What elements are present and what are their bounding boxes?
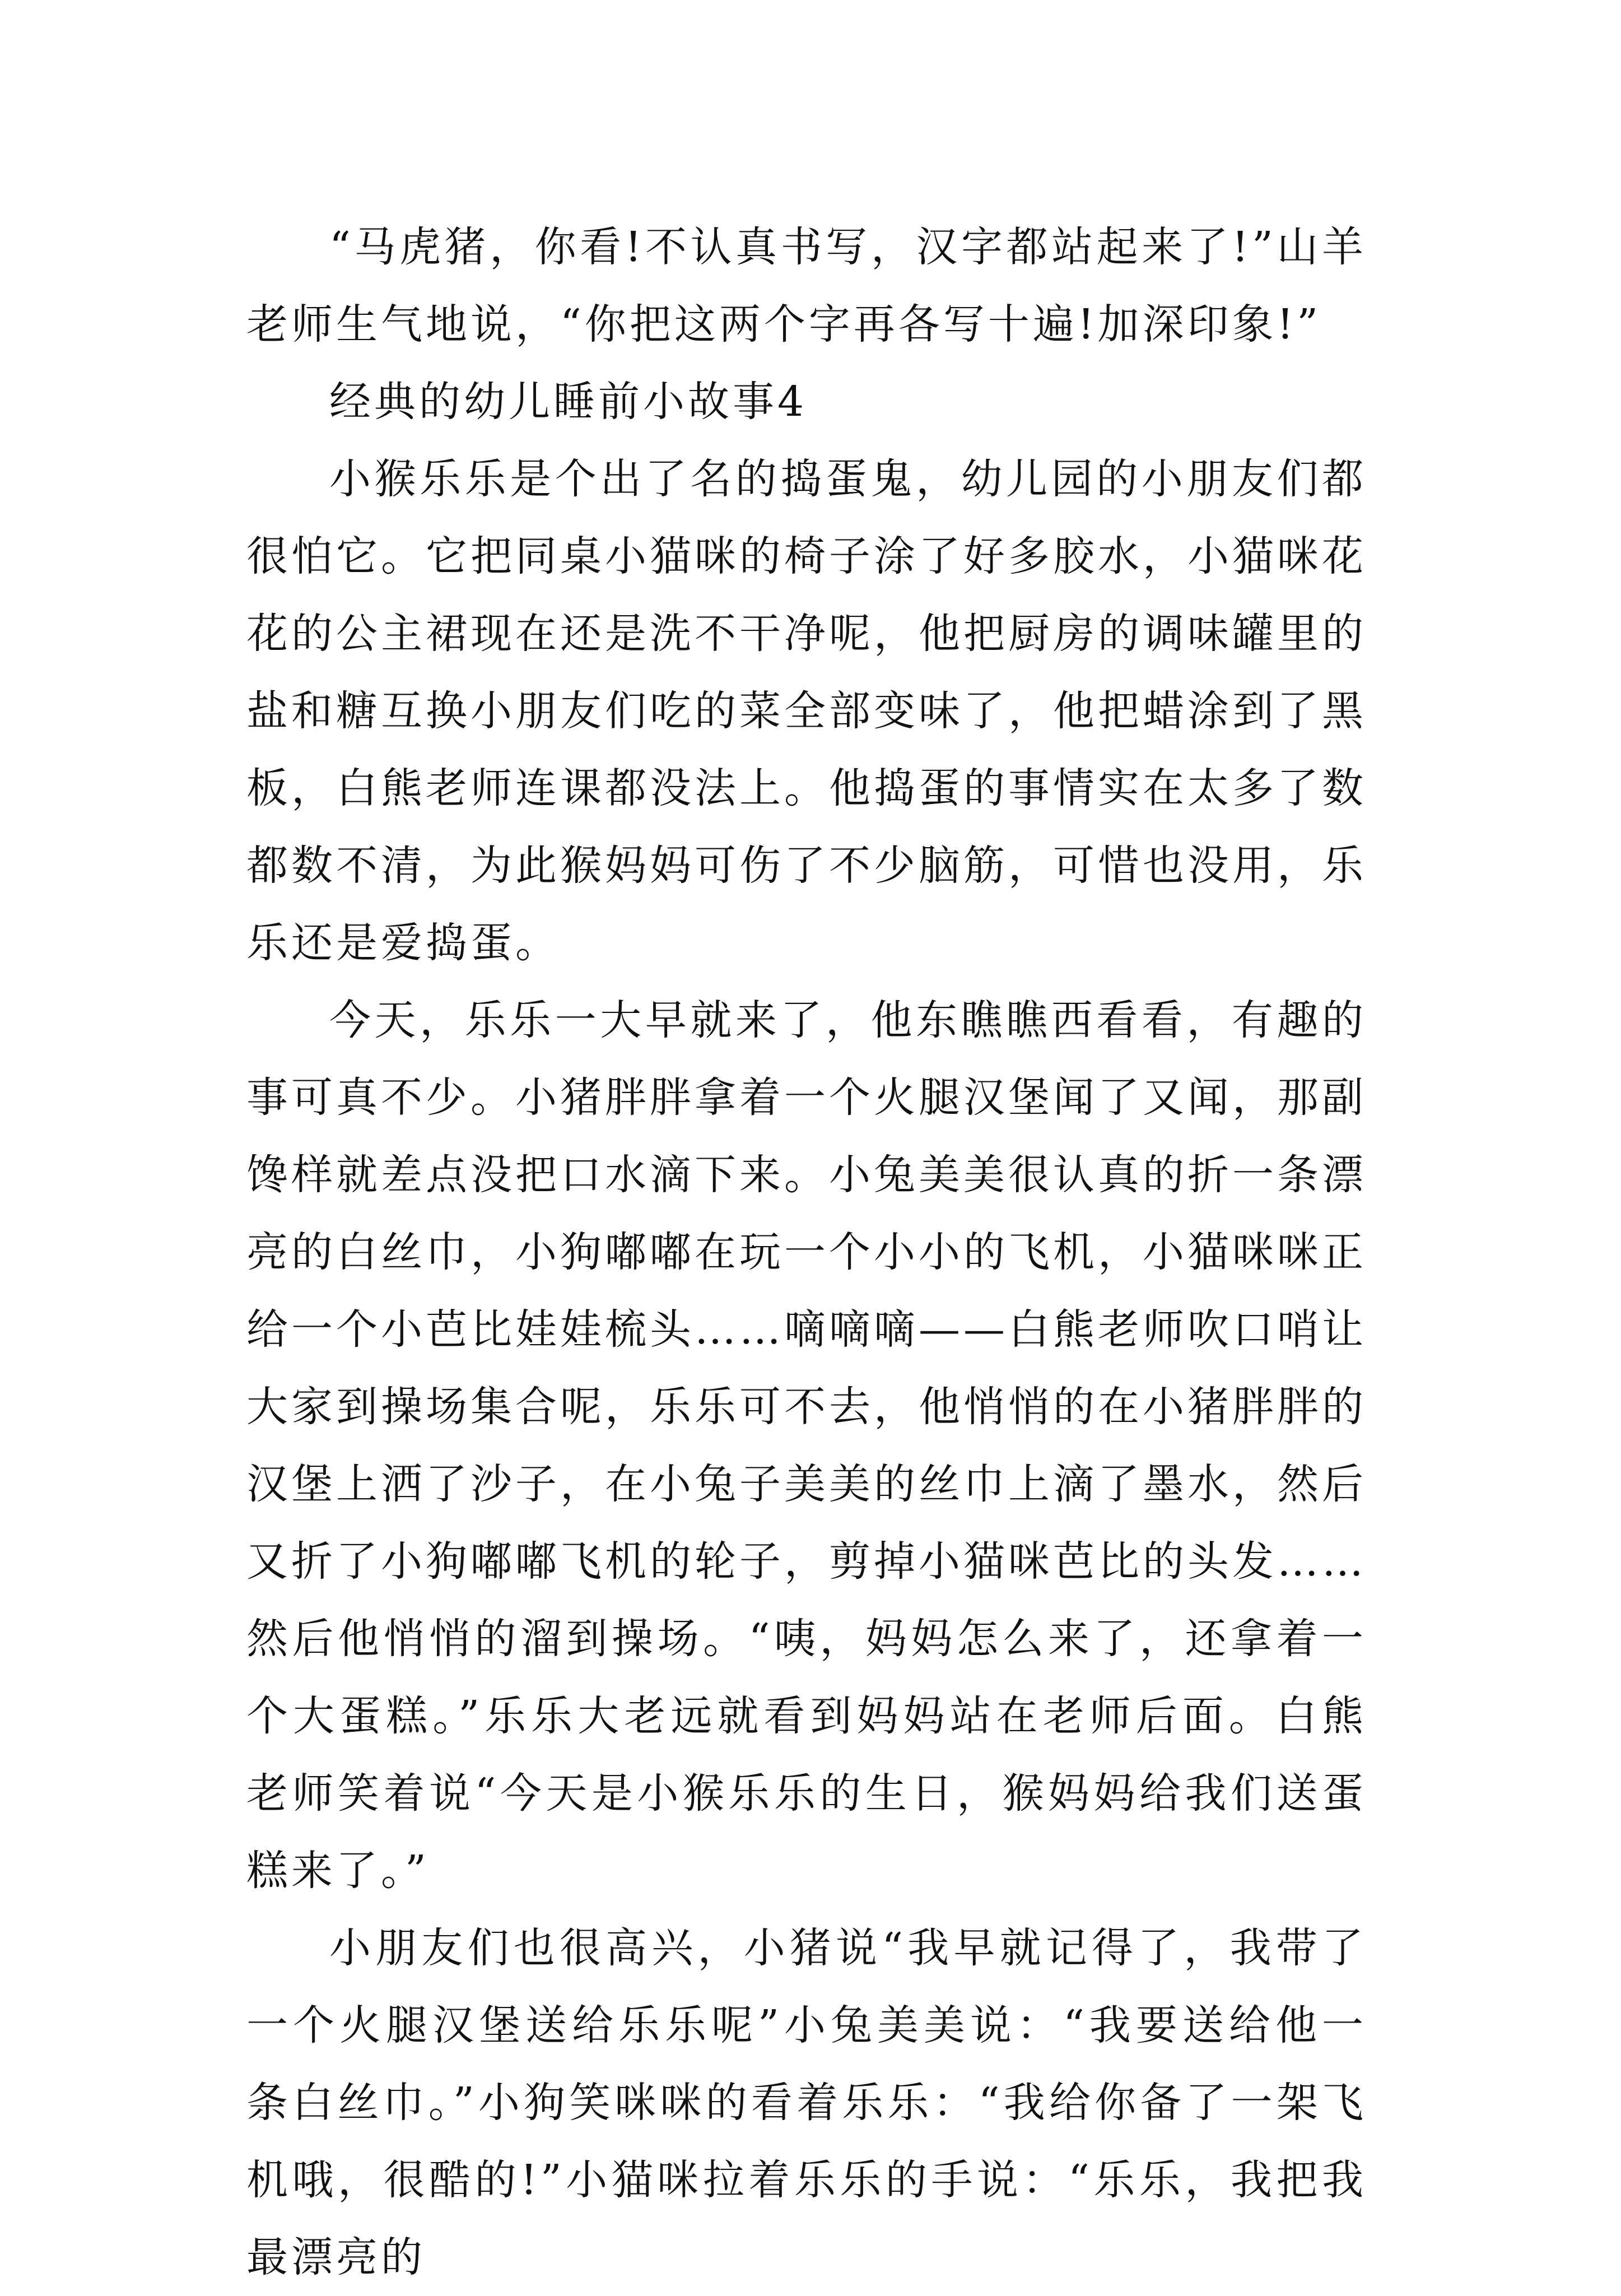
paragraph-dialogue: “马虎猪，你看!不认真书写，汉字都站起来了!”山羊老师生气地说，“你把这两个字再各写十遍!加深印象!” bbox=[246, 223, 1367, 348]
paragraph-gifts: 小朋友们也很高兴，小猪说“我早就记得了，我带了一个火腿汉堡送给乐乐呢”小兔美美说：“我要送给他一条白丝巾。”小狗笑咪咪的看着乐乐：“我给你备了一架飞机哦，很酷的!”小猫咪拉着乐乐的手说：“乐乐，我把我最漂亮的 bbox=[246, 1924, 1367, 2281]
paragraph-intro: 小猴乐乐是个出了名的捣蛋鬼，幼儿园的小朋友们都很怕它。它把同桌小猫咪的椅子涂了好多胶水，小猫咪花花的公主裙现在还是洗不干净呢，他把厨房的调味罐里的盐和糖互换小朋友们吃的菜全部变味了，他把蜡涂到了黑板，白熊老师连课都没法上。他捣蛋的事情实在太多了数都数不清，为此猴妈妈可伤了不少脑筋，可惜也没用，乐乐还是爱捣蛋。 bbox=[246, 455, 1367, 967]
paragraph-story: 今天，乐乐一大早就来了，他东瞧瞧西看看，有趣的事可真不少。小猪胖胖拿着一个火腿汉堡闻了又闻，那副馋样就差点没把口水滴下来。小兔美美很认真的折一条漂亮的白丝巾，小狗嘟嘟在玩一个小小的飞机，小猫咪咪正给一个小芭比娃娃梳头……嘀嘀嘀——白熊老师吹口哨让大家到操场集合呢，乐乐可不去，他悄悄的在小猪胖胖的汉堡上洒了沙子，在小兔子美美的丝巾上滴了墨水，然后又折了小狗嘟嘟飞机的轮子，剪掉小猫咪芭比的头发……然后他悄悄的溜到操场。“咦，妈妈怎么来了，还拿着一个大蛋糕。”乐乐大老远就看到妈妈站在老师后面。白熊老师笑着说“今天是小猴乐乐的生日，猴妈妈给我们送蛋糕来了。” bbox=[246, 996, 1367, 1895]
section-heading: 经典的幼儿睡前小故事4 bbox=[329, 378, 808, 426]
document-body bbox=[246, 208, 1367, 2296]
